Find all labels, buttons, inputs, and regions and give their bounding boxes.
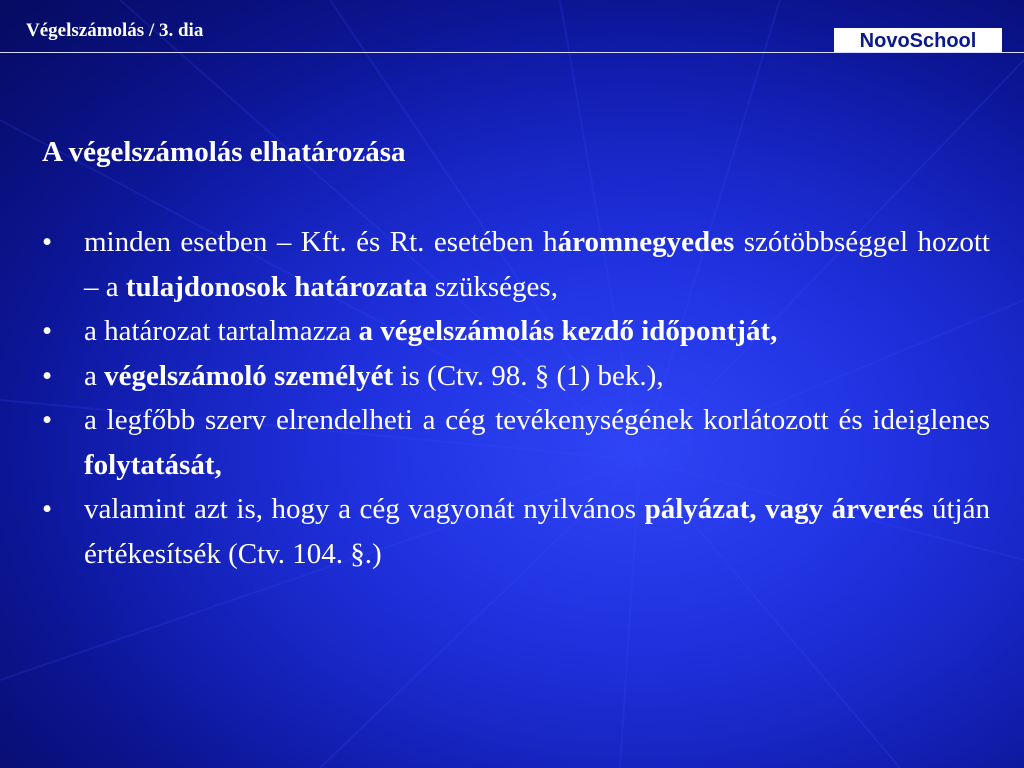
bullet-marker: •	[42, 226, 53, 258]
bullet-item-3: • a végelszámoló személyét is (Ctv. 98. § (1) bek.),	[42, 354, 990, 399]
header-divider	[0, 52, 1024, 53]
slide-heading: A végelszámolás elhatározása	[42, 136, 406, 168]
bullet-list	[42, 220, 990, 576]
bullet-marker: •	[42, 493, 53, 525]
bullet-item-5: • valamint azt is, hogy a cég vagyonát nyilvános pályázat, vagy árverés útján értékesítsék (Ctv. 104. §.)	[42, 487, 990, 576]
slide-header-title: Végelszámolás / 3. dia	[26, 20, 204, 41]
bullet-marker: •	[42, 315, 53, 347]
bullet-item-2: • a határozat tartalmazza a végelszámolás kezdő időpontját,	[42, 309, 990, 354]
bullet-marker: •	[42, 359, 53, 392]
bullet-marker: •	[42, 404, 53, 436]
bullet-item-4: • a legfőbb szerv elrendelheti a cég tevékenységének korlátozott és ideiglenes folytatását,	[42, 398, 990, 487]
bullet-item-1: • minden esetben – Kft. és Rt. esetében háromnegyedes szótöbbséggel hozott – a tulajdonosok határozata szükséges,	[42, 220, 990, 309]
novoschool-logo	[834, 28, 1002, 52]
svg-text:NovoSchool: NovoSchool	[859, 30, 977, 50]
novoschool-logo-mark	[836, 30, 1000, 50]
slide-content	[42, 132, 990, 576]
